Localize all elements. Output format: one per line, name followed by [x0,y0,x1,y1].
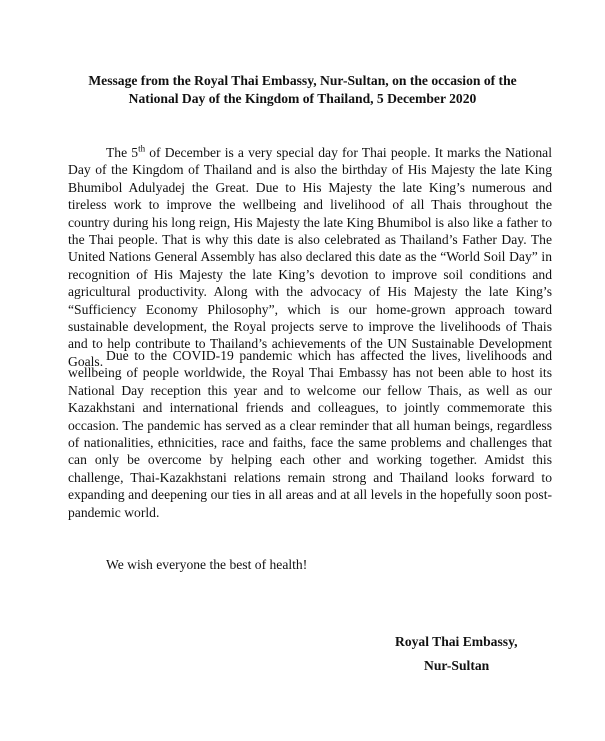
title-line-1: Message from the Royal Thai Embassy, Nur-Sultan, on the occasion of the [88,73,517,88]
title-line-2: National Day of the Kingdom of Thailand, 5 December 2020 [128,91,477,106]
ordinal-superscript: th [138,143,146,154]
paragraph-wishes: We wish everyone the best of health! [106,557,308,572]
paragraph-covid: Due to the COVID-19 pandemic which has affected the lives, livelihoods and wellbeing of people worldwide, the Royal Thai Embassy has not been able to host its National Day reception this year and to welcome our fellow Thais, as well as our Kazakhstani and international friends and colleagues, to jointly commemorate this occasion. The pandemic has served as a clear reminder that all human beings, regardless of nationalities, ethnicities, race and faiths, face the same problems and challenges that can only be overcome by helping each other and working together. Amidst this challenge, Thai-Kazakhstani relations remain strong and Thailand looks forward to expanding and deepening our ties in all areas and at all levels in the hopefully soon post-pandemic world. [68,348,552,520]
paragraph-1-rest: of December is a very special day for Thai people. It marks the National Day of the Kingdom of Thailand and is also the birthday of His Majesty the late King Bhumibol Adulyadej the Great. Due to His Majesty the late King’s numerous and tireless work to improve the wellbeing and livelihood of all Thais throughout the country during his long reign, His Majesty the late King Bhumibol is also like a father to the Thai people. That is why this date is also celebrated as Thailand’s Father Day. The United Nations General Assembly has also declared this date as the “World Soil Day” in recognition of His Majesty the late King’s devotion to improve soil conditions and agricultural productivity. Along with the advocacy of His Majesty the late King’s “Sufficiency Economy Philosophy”, which is our home-grown approach toward sustainable development, the Royal projects serve to improve the livelihoods of Thais and to help contribute to Thailand’s achievements of the UN Sustainable Development Goals. [68,145,552,369]
signature-city: Nur-Sultan [424,658,490,673]
paragraph-national-day [68,144,552,370]
document-title [60,72,545,108]
signature-embassy: Royal Thai Embassy, [395,634,518,649]
paragraph-1-start: The 5 [106,145,139,160]
